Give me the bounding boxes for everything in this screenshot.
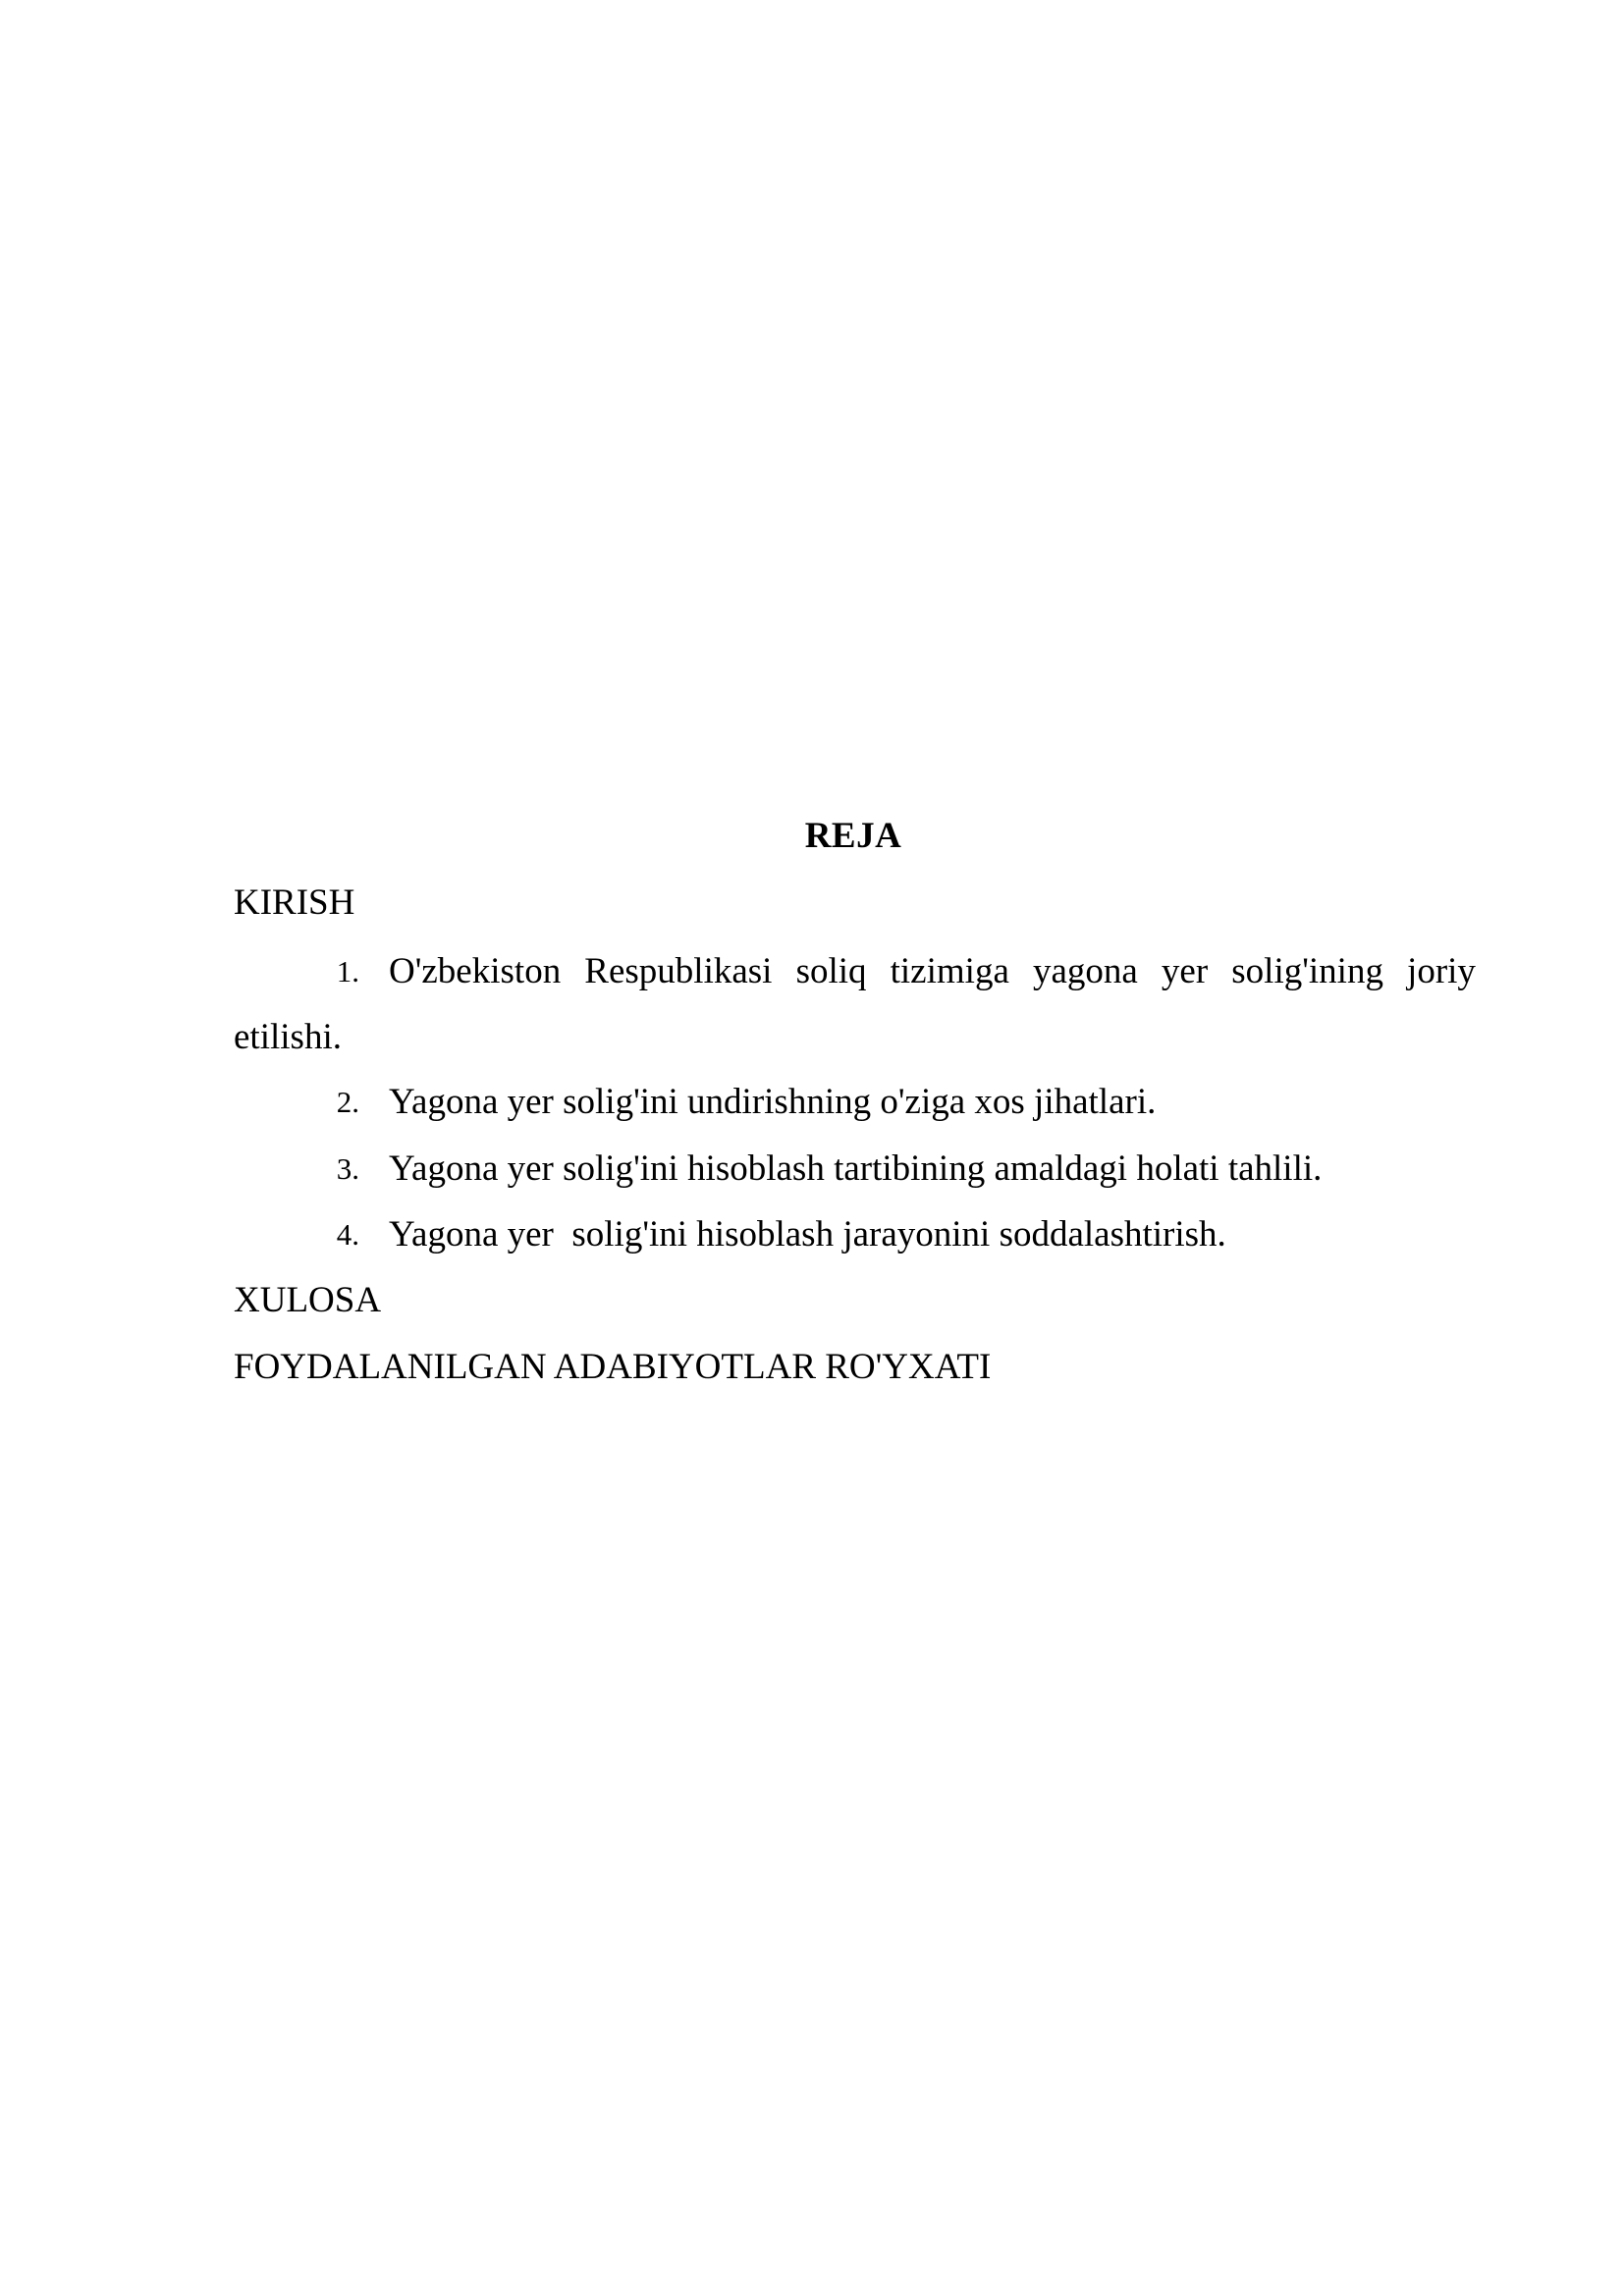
list-item-1-line-2: etilishi. (234, 1017, 342, 1057)
list-item-3-text: Yagona yer solig'ini hisoblash tartibining amaldagi holati tahlili. (389, 1148, 1323, 1189)
word: soliq (795, 951, 867, 991)
word: solig'ining (1231, 951, 1383, 991)
word: O'zbekiston (389, 951, 562, 991)
word: joriy (1407, 951, 1476, 991)
word: yer (1161, 951, 1209, 991)
intro-heading: KIRISH (234, 882, 355, 923)
list-item-number: 2. (336, 1085, 359, 1119)
list-item-number: 3. (336, 1151, 359, 1186)
conclusion-heading: XULOSA (234, 1280, 382, 1320)
word: tizimiga (890, 951, 1009, 991)
list-item-2-text: Yagona yer solig'ini undirishning o'ziga xos jihatlari. (389, 1082, 1157, 1122)
list-item-1-line-1 (389, 950, 1476, 993)
references-heading: FOYDALANILGAN ADABIYOTLAR RO'YXATI (234, 1347, 992, 1387)
list-item-number: 4. (336, 1217, 359, 1252)
list-item-number: 1. (336, 954, 359, 988)
word: yagona (1032, 951, 1138, 991)
plan-title: REJA (804, 816, 902, 856)
word: Respublikasi (584, 951, 773, 991)
list-item-4-text: Yagona yer solig'ini hisoblash jarayonini soddalashtirish. (389, 1214, 1226, 1255)
